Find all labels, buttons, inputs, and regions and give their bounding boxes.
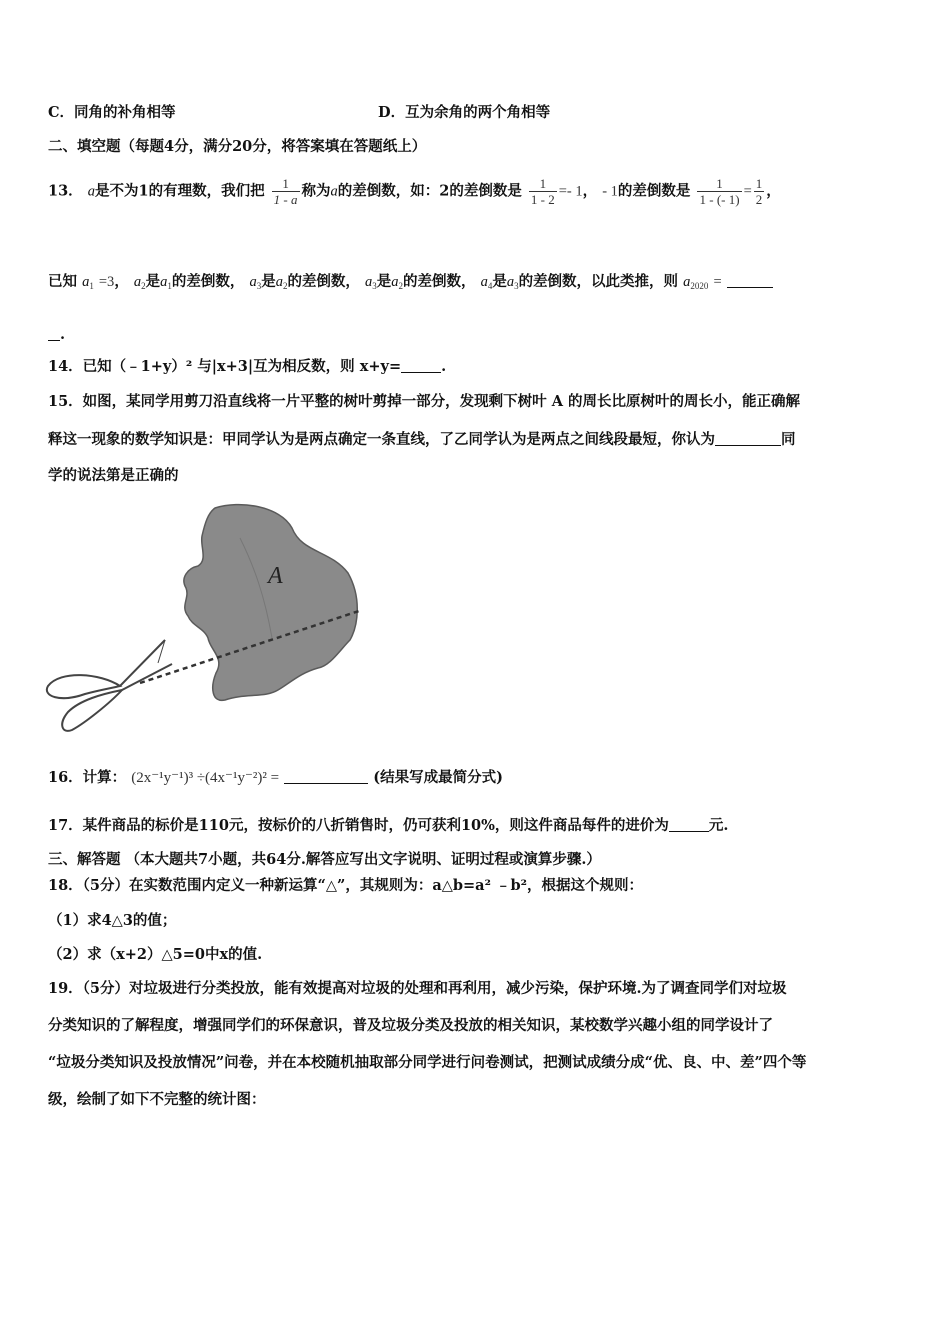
- q13-text-1: 是不为1的有理数，我们把: [95, 182, 265, 200]
- q17-answer-blank[interactable]: [669, 831, 709, 832]
- q13-fraction-example: $\frac{1}{1 - 2}$: [530, 176, 555, 207]
- question-15-line-2: 释这一现象的数学知识是：甲同学认为是两点确定一条直线，了乙同学认为是两点之间线段最短，你认为 同: [48, 431, 796, 448]
- q13-var-a: a: [87, 183, 95, 200]
- q16-expression: (2x⁻¹y⁻¹)³ ÷(4x⁻¹y⁻²)² =: [131, 770, 280, 786]
- q13-fraction-example-2: $\frac{1}{1 - (- 1)}$: [699, 176, 740, 207]
- question-15-line-3: 学的说法第是正确的: [48, 467, 179, 484]
- section-3-heading: 三、解答题 （本大题共7小题，共64分.解答应写出文字说明、证明过程或演算步骤.）: [48, 851, 601, 868]
- question-14: 14．已知（﹣1+y）² 与|x+3|互为相反数，则 x+y= .: [48, 358, 447, 375]
- question-18: 18．（5分）在实数范围内定义一种新运算“△”，其规则为：a△b=a² ﹣b²，根据这个规则：: [48, 877, 643, 894]
- question-17: 17．某件商品的标价是110元，按标价的八折销售时，仍可获利10%，则这件商品每件的进价为 元.: [48, 817, 729, 834]
- question-19-line-2: 分类知识的了解程度，增强同学们的环保意识，普及垃圾分类及投放的相关知识，某校数学兴趣小组的同学设计了: [48, 1017, 773, 1034]
- q14-answer-blank[interactable]: [401, 372, 441, 373]
- question-16: 16．计算： (2x⁻¹y⁻¹)³ ÷(4x⁻¹y⁻²)² = (结果写成最简分式): [48, 769, 503, 786]
- leaf-shape: [184, 505, 357, 701]
- leaf-label-a: A: [268, 563, 283, 589]
- q15-answer-blank[interactable]: [715, 445, 781, 446]
- q13-text-2: 称为: [301, 182, 331, 200]
- q13-answer-blank[interactable]: [727, 287, 773, 288]
- question-19-line-3: “垃圾分类知识及投放情况”问卷，并在本校随机抽取部分同学进行问卷测试，把测试成绩分成“优、良、中、差”四个等: [48, 1054, 807, 1071]
- question-19-line-4: 级，绘制了如下不完整的统计图：: [48, 1091, 266, 1108]
- q13-fraction-reciprocal: $\frac{1}{1 - a}$: [273, 176, 298, 207]
- section-2-heading: 二、填空题（每题4分，满分20分，将答案填在答题纸上）: [48, 138, 427, 155]
- question-15-line-1: 15．如图，某同学用剪刀沿直线将一片平整的树叶剪掉一部分，发现剩下树叶 A 的周长比原树叶的周长小，能正确解: [48, 393, 801, 410]
- leaf-scissors-figure: [40, 498, 370, 738]
- question-18-part-1: （1）求4△3的值；: [48, 912, 177, 929]
- question-19-line-1: 19．（5分）对垃圾进行分类投放，能有效提高对垃圾的处理和再利用，减少污染，保护环境.为了调查同学们对垃圾: [48, 980, 787, 997]
- q13-text-3: 的差倒数，如：2的差倒数是: [337, 182, 522, 200]
- question-13: 13． a是不为1的有理数，我们把 $\frac{1}{1 - a}$ 称为a的差倒数，如：2的差倒数是 $\frac{1}{1 - 2}$ =- 1， - 1的差倒数是 $\frac{1}{1 - (- 1)}$ = $\frac{1}{2}$ ，: [48, 176, 781, 207]
- option-c: C．同角的补角相等: [48, 104, 176, 121]
- scissors-icon: [47, 640, 172, 731]
- question-13-sequence: 已知 $a_1 =3$， $a_2$是$a_1$的差倒数， $a_3$是$a_2$的差倒数， $a_3$是$a_2$的差倒数， $a_4$是$a_3$的差倒数，以此类推，则 $a_{2020}$ =: [48, 272, 773, 296]
- q16-answer-blank[interactable]: [284, 783, 368, 784]
- q13-number: 13．: [48, 182, 83, 200]
- q13-answer-blank-tail: .: [48, 325, 65, 345]
- option-d: D．互为余角的两个角相等: [378, 104, 551, 121]
- q13-fraction-half: $\frac{1}{2}$: [755, 176, 763, 207]
- question-18-part-2: （2）求（x+2）△5=0中x的值.: [48, 946, 263, 963]
